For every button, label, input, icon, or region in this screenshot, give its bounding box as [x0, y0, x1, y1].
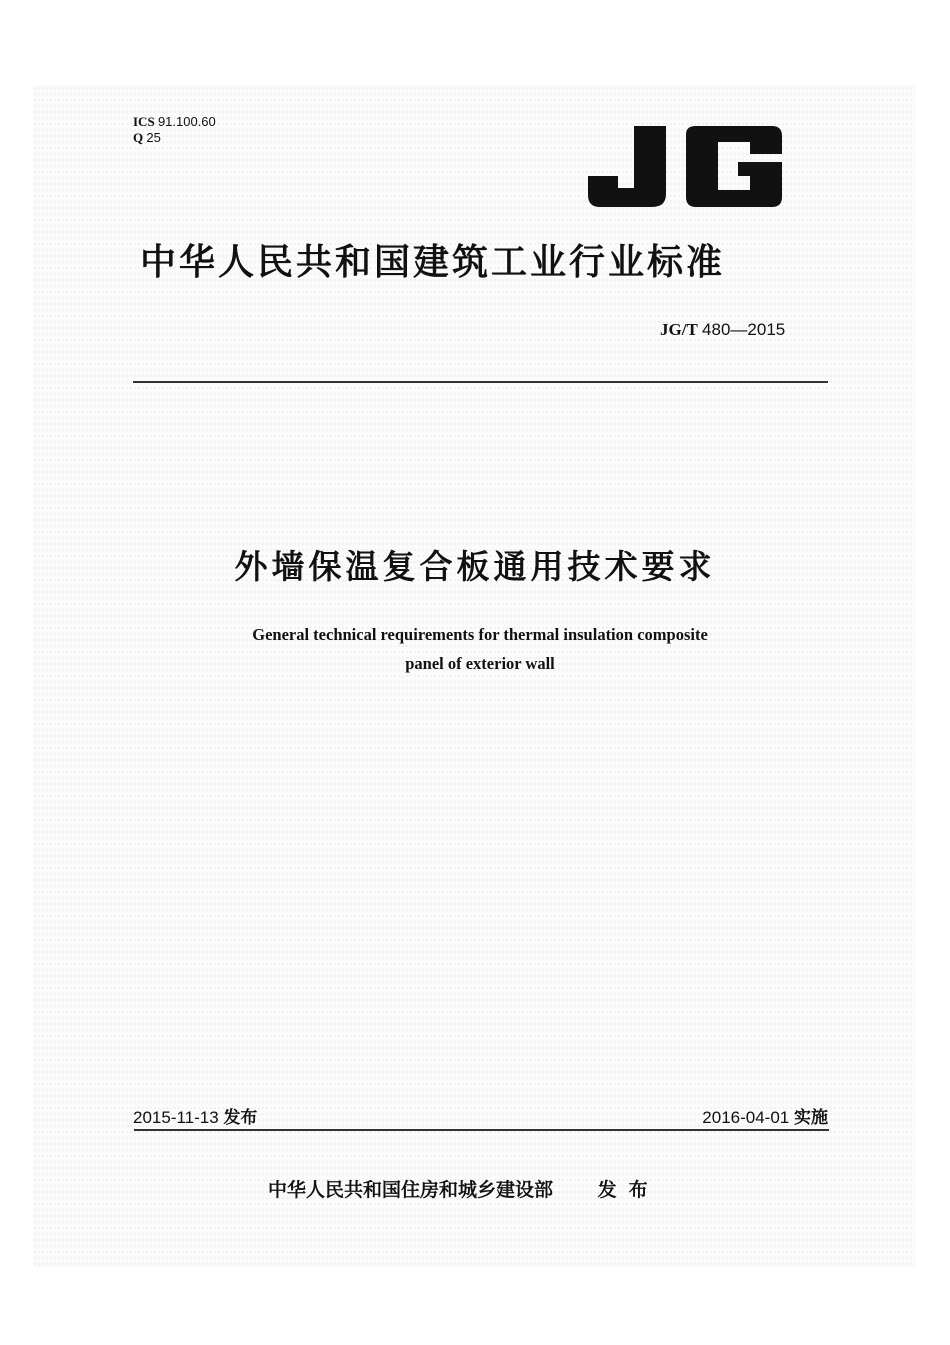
header-divider: [133, 381, 828, 383]
issuer-action: 发布: [597, 1179, 660, 1201]
ics-line: [133, 114, 216, 130]
implementation-date: 2016-04-01: [702, 1108, 790, 1127]
issuer-line: [268, 1175, 660, 1202]
ccs-code: 25: [146, 130, 161, 145]
standard-category-title: 中华人民共和国建筑工业行业标准: [140, 242, 726, 283]
implementation-label: 实施: [794, 1108, 828, 1128]
issue-date: 2015-11-13: [133, 1108, 219, 1127]
issue-label: 发布: [223, 1108, 258, 1128]
jg-logo-icon: [588, 124, 783, 209]
classification-codes: [133, 114, 216, 146]
issuer-name: 中华人民共和国住房和城乡建设部: [268, 1179, 554, 1201]
standard-number-prefix: JG/T: [660, 320, 698, 339]
ccs-label: Q: [133, 130, 144, 145]
title-en-line-2: panel of exterior wall: [405, 654, 555, 673]
standard-number: [660, 320, 785, 340]
issue-date-block: [133, 1103, 257, 1128]
ics-code: 91.100.60: [157, 114, 216, 129]
document-title-cn: 外墙保温复合板通用技术要求: [234, 547, 716, 586]
ics-label: ICS: [133, 114, 155, 129]
document-title-en: [0, 620, 950, 678]
implementation-date-block: [702, 1103, 828, 1128]
title-en-line-1: General technical requirements for thermal insulation composite: [252, 625, 708, 644]
standard-number-value: 480—2015: [702, 320, 786, 339]
ccs-line: [133, 130, 216, 146]
footer-divider: [134, 1129, 829, 1131]
